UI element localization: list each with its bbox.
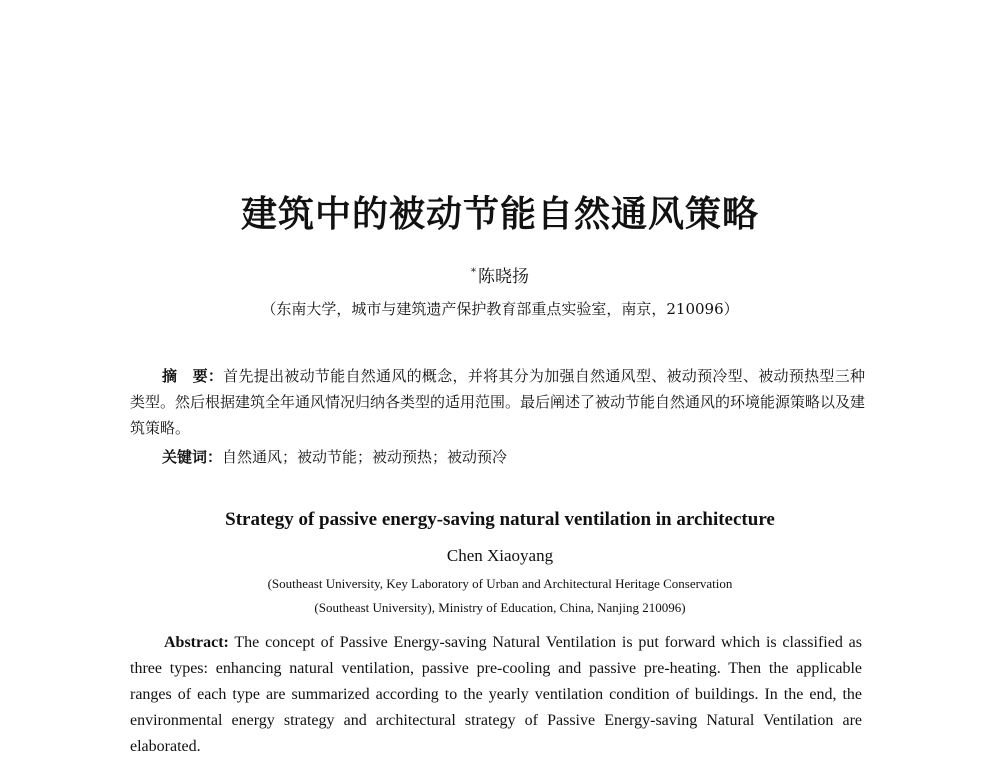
paper-title-english: Strategy of passive energy-saving natural ventilation in architecture	[225, 509, 775, 530]
keywords-chinese	[162, 446, 507, 467]
affiliation-english-line2: (Southeast University), Ministry of Education, China, Nanjing 210096)	[314, 600, 686, 615]
author-footnote-marker: *	[471, 267, 476, 279]
paper-title-chinese: 建筑中的被动节能自然通风策略	[240, 194, 759, 235]
abstract-chinese	[130, 363, 865, 441]
abstract-text-english: The concept of Passive Energy-saving Natural Ventilation is put forward which is classified as three types: enhancing natural ventilation, passive pre-cooling and passive pre-heating. Then the applicable ranges of each type are summarized according to the yearly ventilation condition of buildings. In the end, the environmental energy strategy and architectural strategy of Passive Energy-saving Natural Ventilation are elaborated.	[130, 634, 862, 755]
abstract-text-chinese: 首先提出被动节能自然通风的概念，并将其分为加强自然通风型、被动预冷型、被动预热型三种类型。然后根据建筑全年通风情况归纳各类型的适用范围。最后阐述了被动节能自然通风的环境能源策略以及建筑策略。	[130, 367, 866, 437]
author-name-chinese: 陈晓扬	[478, 267, 529, 287]
author-chinese	[0, 262, 1000, 287]
keywords-text-chinese: 自然通风；被动节能；被动预热；被动预冷	[222, 448, 508, 466]
affiliation-chinese: （东南大学，城市与建筑遗产保护教育部重点实验室，南京，210096）	[261, 300, 739, 318]
abstract-label-chinese: 摘 要：	[162, 367, 224, 385]
author-english: Chen Xiaoyang	[446, 546, 554, 565]
affiliation-english-line1: (Southeast University, Key Laboratory of Urban and Architectural Heritage Conservation	[267, 576, 733, 591]
keywords-label-chinese: 关键词：	[162, 448, 223, 466]
abstract-label-english: Abstract:	[164, 634, 229, 651]
abstract-english	[130, 630, 862, 760]
